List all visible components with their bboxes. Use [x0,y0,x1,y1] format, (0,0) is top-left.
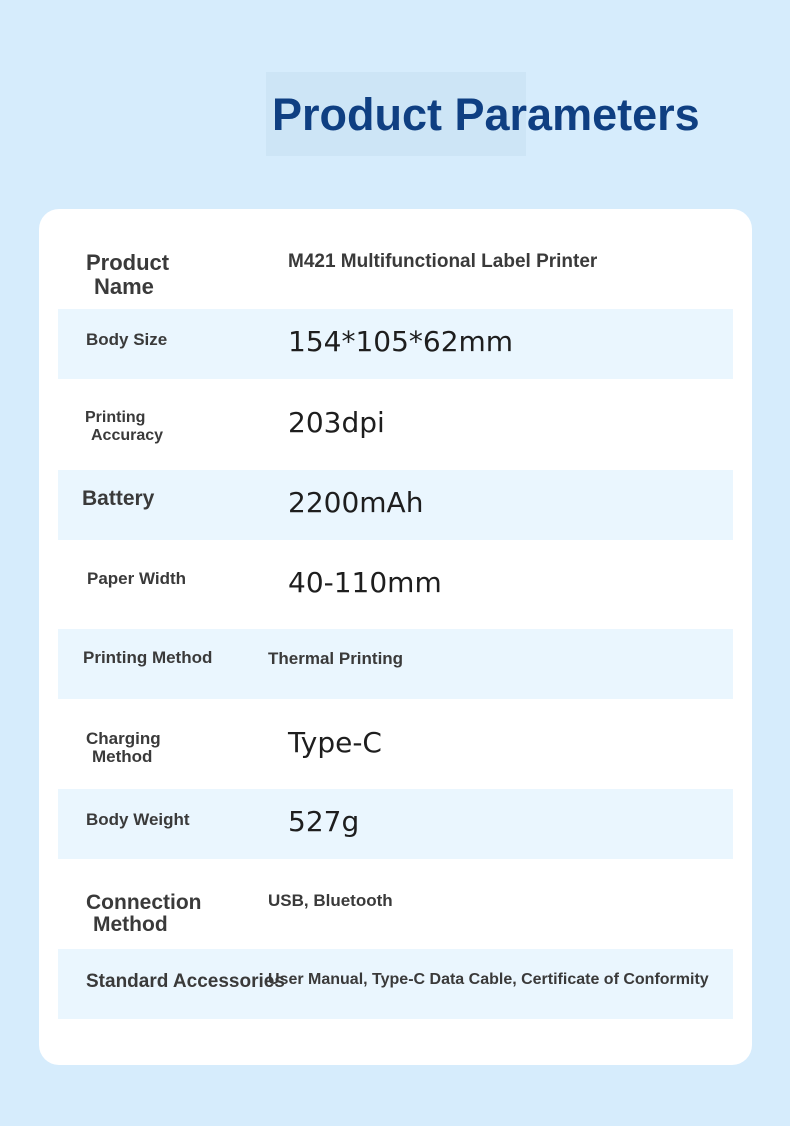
param-value: User Manual, Type-C Data Cable, Certificate of Conformity [268,971,709,988]
param-label [86,892,202,936]
param-label-line: Printing Method [83,648,213,667]
param-label-line: Accuracy [91,427,164,444]
param-label [87,569,186,589]
param-label-line: Body Weight [86,810,190,829]
param-row-paper-width [58,540,733,629]
param-value: 203dpi [288,406,385,439]
param-label-line: Name [94,274,154,299]
param-row-battery [58,470,733,540]
param-label [83,648,212,668]
param-value: 527g [288,805,360,838]
page-title: Product Parameters [272,89,700,140]
param-label-line: Battery [82,487,155,510]
param-label [82,487,154,511]
param-label-line: Product [86,250,170,275]
param-value: Thermal Printing [268,649,404,668]
param-label [86,810,190,830]
param-label [86,330,167,350]
param-row-product-name [58,233,733,309]
param-label-line: Method [93,913,168,936]
param-row-printing-accuracy [58,379,733,470]
param-value: 154*105*62mm [288,325,514,358]
param-row-connection-method [58,859,733,949]
param-value: 2200mAh [288,486,424,519]
param-label-line: Charging [86,729,161,748]
param-row-standard-accessories [58,949,733,1019]
param-value: 40-110mm [288,566,442,599]
parameters-card [39,209,752,1065]
param-value: Type-C [288,726,382,759]
param-label [85,409,163,445]
param-label-line: Connection [86,891,202,914]
param-label-line: Body Size [86,330,168,349]
param-row-printing-method [58,629,733,699]
param-label [86,251,169,299]
param-row-body-weight [58,789,733,859]
param-row-body-size [58,309,733,379]
param-label-line: Standard Accessories [86,971,285,992]
param-label-line: Printing [85,409,146,426]
param-label [86,730,161,766]
param-label-line: Method [92,747,153,766]
param-value: USB, Bluetooth [268,891,393,910]
param-value: M421 Multifunctional Label Printer [288,251,598,272]
param-label [86,971,285,993]
param-row-charging-method [58,699,733,789]
param-label-line: Paper Width [87,569,187,588]
